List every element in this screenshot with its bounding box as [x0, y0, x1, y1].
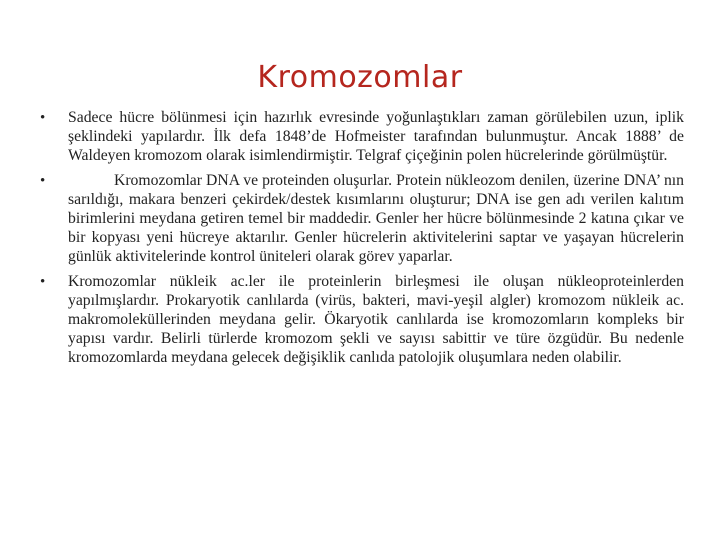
bullet-list — [34, 108, 684, 373]
bullet-item — [34, 108, 684, 165]
bullet-text: Kromozomlar DNA ve proteinden oluşurlar. Protein nükleozom denilen, üzerine DNA’ nın sarıldığı, makara benzeri çekirdek/destek kısımlarını oluşturur; DNA ise gen adı verilen kalıtım birimlerini meydana getiren temel bir maddedir. Genler her hücre bölünmesinde 2 katına çıkar ve bir kopyası yeni hücreye aktarılır. Genler hücrelerin aktivitelerini saptar ve yaşayan hücrelerin günlük aktivitelerinde kontrol üniteleri olarak görev yaparlar. — [68, 172, 684, 265]
bullet-marker: • — [40, 110, 46, 126]
bullet-item — [34, 272, 684, 367]
bullet-text: Sadece hücre bölünmesi için hazırlık evresinde yoğunlaştıkları zaman görülebilen uzun, iplik şeklindeki yapılardır. İlk defa 1848’de Hofmeister tarafından bulunmuştur. Ancak 1888’ de Waldeyen kromozom olarak isimlendirmiştir. Telgraf çiçeğinin polen hücrelerinde görülmüştür. — [68, 109, 684, 164]
bullet-text: Kromozomlar nükleik ac.ler ile proteinlerin birleşmesi ile oluşan nükleoproteinlerden yapılmışlardır. Prokaryotik canlılarda (virüs, bakteri, mavi-yeşil algler) kromozom nükleik ac. makromoleküllerinden meydana gelir. Ökaryotik canlılarda ise kromozomların kompleks bir yapısı vardır. Belirli türlerde kromozom şekli ve sayısı sabittir ve türe özgüdür. Bu nedenle kromozomlarda meydana gelecek değişiklik canlıda patolojik oluşumlara neden olabilir. — [68, 273, 684, 366]
bullet-marker: • — [40, 274, 46, 290]
slide-title: Kromozomlar — [257, 60, 463, 95]
bullet-marker: • — [40, 173, 46, 189]
bullet-item — [34, 171, 684, 266]
